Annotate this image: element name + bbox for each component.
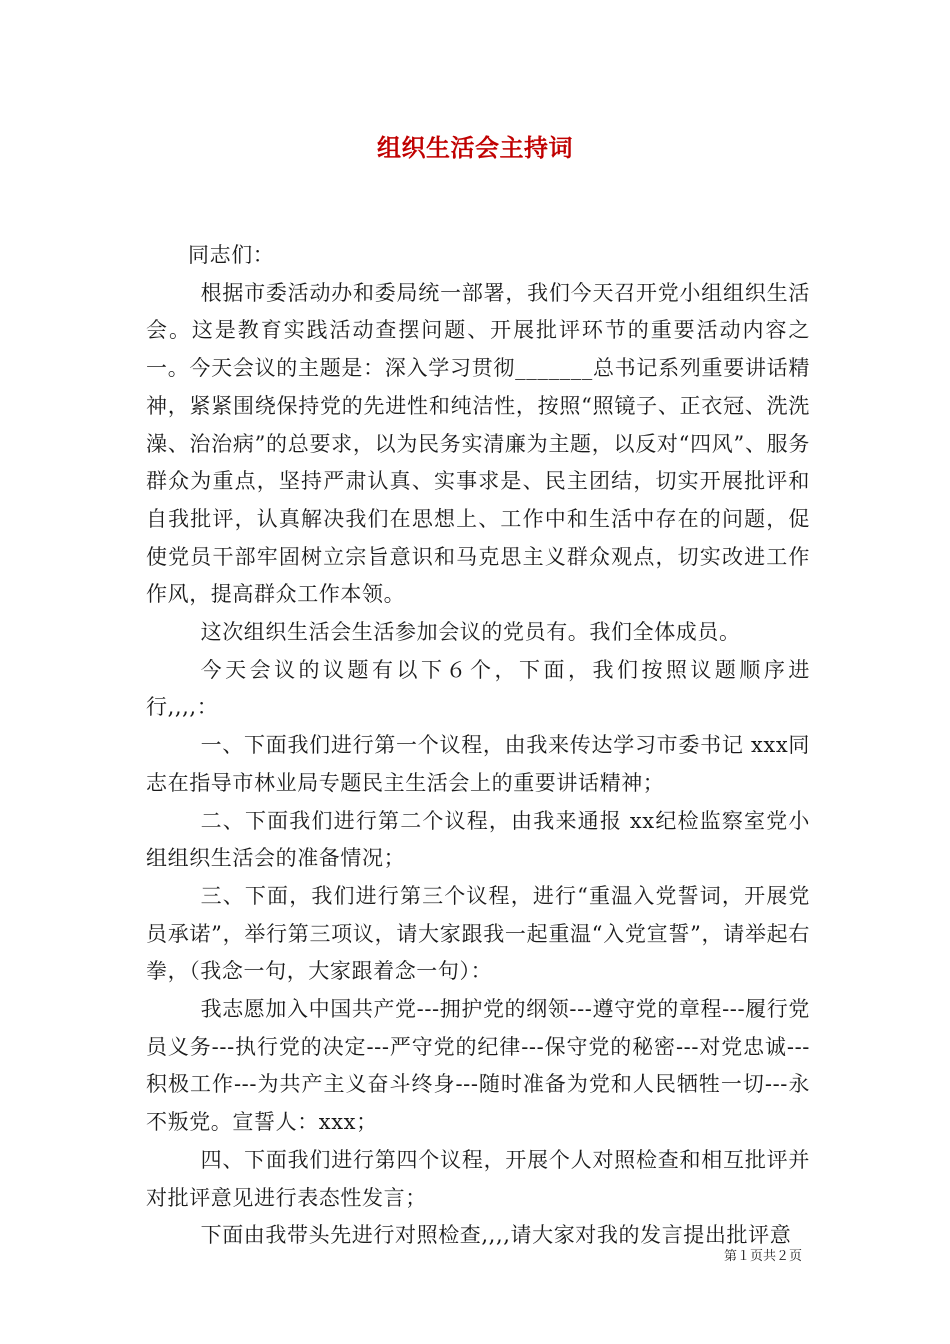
paragraph-oath: 我志愿加入中国共产党---拥护党的纲领---遵守党的章程---履行党员义务---执行党的决定---严守党的纪律---保守党的秘密---对党忠诚---积极工作---为共产主义奋斗终身---随时准备为党和人民牺牲一切---永不叛党。宣誓人：xxx； [146, 997, 810, 1135]
paragraph-agenda-2: 二、下面我们进行第二个议程，由我来通报 xx纪检监察室党小组组织生活会的准备情况； [146, 808, 810, 871]
document-body [146, 237, 810, 1255]
paragraph-agenda-3: 三、下面，我们进行第三个议程，进行“重温入党誓词，开展党员承诺”，举行第三项议，请大家跟我一起重温“入党宣誓”，请举起右拳，（我念一句，大家跟着念一句）： [146, 883, 810, 984]
page-number: 第１页共２页 [723, 1249, 802, 1264]
paragraph-self-review: 下面由我带头先进行对照检查,,,,请大家对我的发言提出批评意 [200, 1223, 792, 1248]
paragraph-agenda-1: 一、下面我们进行第一个议程，由我来传达学习市委书记 xxx同志在指导市林业局专题民主生活会上的重要讲话精神； [146, 733, 810, 795]
paragraph-intro: 根据市委活动办和委局统一部署，我们今天召开党小组组织生活会。这是教育实践活动查摆问题、开展批评环节的重要活动内容之一。今天会议的主题是：深入学习贯彻_______总书记系列重要讲话精神，紧紧围绕保持党的先进性和纯洁性，按照“照镜子、正衣冠、洗洗澡、治治病”的总要求，以为民务实清廉为主题，以反对“四风”、服务群众为重点，坚持严肃认真、实事求是、民主团结，切实开展批评和自我批评，认真解决我们在思想上、工作中和生活中存在的问题，促使党员干部牢固树立宗旨意识和马克思主义群众观点，切实改进工作作风，提高群众工作本领。 [146, 280, 810, 607]
paragraph-greeting: 同志们： [188, 243, 275, 267]
paragraph-agenda-4: 四、下面我们进行第四个议程，开展个人对照检查和相互批评并对批评意见进行表态性发言； [146, 1147, 810, 1210]
document-title: 组织生活会主持词 [377, 133, 573, 162]
paragraph-agenda-overview: 今天会议的议题有以下６个，下面，我们按照议题顺序进行,,,,： [146, 657, 810, 720]
paragraph-attendees: 这次组织生活会生活参加会议的党员有。我们全体成员。 [200, 620, 741, 645]
